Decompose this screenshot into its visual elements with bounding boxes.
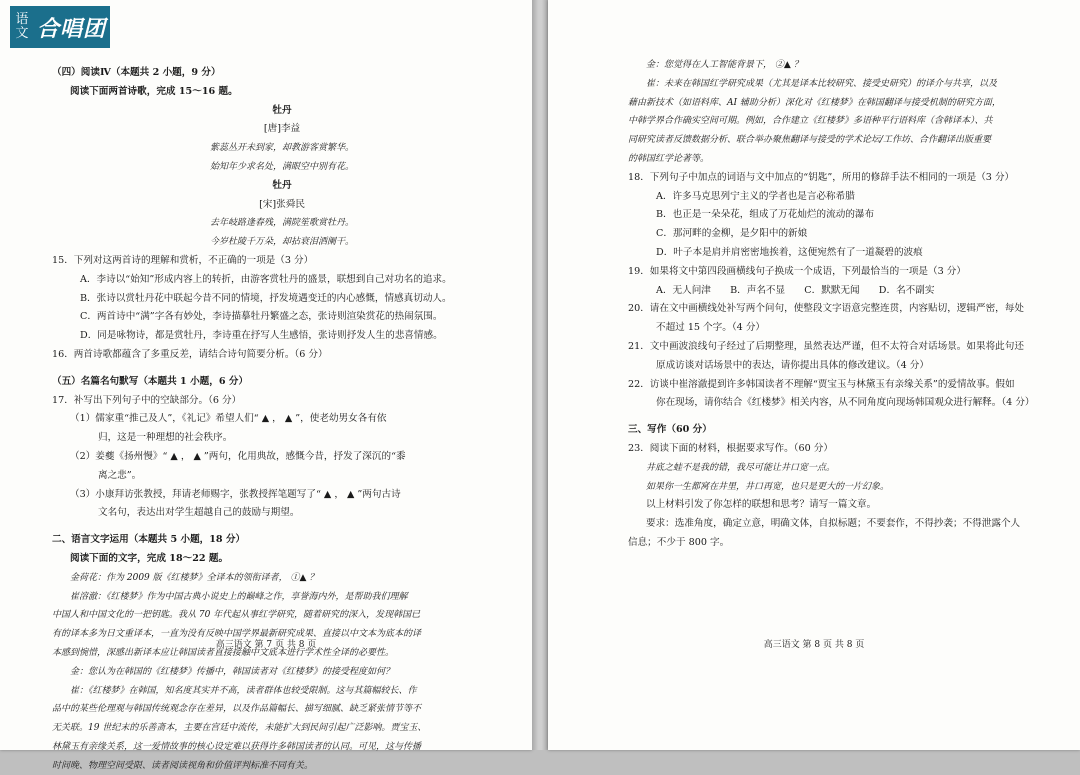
question-17: 17．补写出下列句子中的空缺部分。（6 分） [52,394,242,406]
question-15: 15．下列对这两首诗的理解和赏析，不正确的一项是（3 分） [52,254,314,266]
interview-line: 时间晚、物理空间受限、读者阅读视角和价值评判标准不同有关。 [52,760,314,771]
sub-question-cont: 离之悲”。 [98,469,142,481]
question-cont: 你在现场，请你结合《红楼梦》相关内容，从不同角度向现场韩国观众进行解释。（4 分） [656,397,1035,409]
material-line: 如果你一生都窝在井里，井口再宽，也只是更大的一片幻象。 [646,481,890,492]
page7-content [52,64,512,775]
interview-line: 林黛玉有亲缘关系，这一爱情故事的核心设定难以获得许多韩国读者的认同。可见，这与传播 [52,741,422,752]
interview-line: 崔：《红楼梦》在韩国，知名度其实并不高，读者群体也较受限制。这与其篇幅较长、作 [70,685,417,696]
poem-line: 今岁杜陵千万朵，却拈衰泪洒阑干。 [209,237,354,248]
option: B．也正是一朵朵花，组成了万花灿烂的流动的瀑布 [656,209,875,221]
instruction: 阅读下面的文字，完成 18～22 题。 [70,552,229,564]
interview-line: 藉由新技术（如语料库、AI 辅助分析）深化对《红楼梦》在韩国翻译与接受机制的研究方面， [628,97,1001,108]
question-21: 21．文中画波浪线句子经过了后期整理，虽然表达严谨，但不太符合对话场景。如果将此句还 [628,340,1024,352]
interview-line: 中韩学界合作确实空间可期。例如，合作建立《红楼梦》多语种平行语料库（含韩译本）、共 [628,116,993,127]
sub-question-cont: 文名句，表达出对学生超越自己的鼓励与期望。 [98,507,300,519]
option: C．那河畔的金柳，是夕阳中的新娘 [656,228,808,240]
poem-title: 牡丹 [272,104,292,116]
sub-question: （1）儒家重“推己及人”，《礼记》希望人们“ ▲ ， ▲ ”，使老幼男女各有依 [70,413,387,425]
option: C．两首诗中“满”字各有妙处，李诗描摹牡丹繁盛之态，张诗则渲染赏花的热闹氛围。 [80,311,443,323]
option: A．李诗以“始知”形成内容上的转折，由游客赏牡丹的盛景，联想到自己对功名的追求。 [80,273,452,285]
prompt-line: 以上材料引发了你怎样的联想和思考？请写一篇文章。 [646,499,877,511]
material-line: 井底之蛙不是我的错，我尽可能让井口宽一点。 [646,462,836,473]
option: D．同是咏物诗，都是赏牡丹，李诗重在抒写人生感悟，张诗则抒发人生的悲喜情感。 [80,330,443,342]
interview-line: 金：您认为在韩国的《红楼梦》传播中，韩国读者对《红楼梦》的接受程度如何？ [70,666,395,677]
sub-question-cont: 归，这是一种理想的社会秩序。 [98,432,233,444]
poem-line: 紫蕊丛开未到家，却教游客赏繁华。 [209,143,354,154]
interview-line: 同研究读者反馈数据分析、联合举办聚焦翻译与接受的学术论坛/工作坊、合作翻译出版重要 [628,135,992,146]
poem-title: 牡丹 [272,179,292,191]
poem-author: [宋]张舜民 [259,198,305,210]
interview-line: 崔溶澈：《红楼梦》作为中国古典小说史上的巅峰之作，享誉海内外，是帮助我们理解 [70,591,408,602]
requirement-line: 要求：选准角度，确定立意，明确文体，自拟标题；不要套作，不得抄袭；不得泄露个人 [646,518,1021,530]
requirement-line: 信息；不少于 800 字。 [628,536,730,548]
exam-page-8 [548,0,1080,750]
question-cont: 原成访谈对话场景中的表达，请你提出具体的修改建议。（4 分） [656,359,929,371]
section-heading: （五）名篇名句默写（本题共 1 小题，6 分） [52,375,249,387]
interview-line: 崔：未来在韩国红学研究成果（尤其是译本比较研究、接受史研究）的译介与共享，以及 [646,78,998,89]
interview-line: 无关联。19 世纪末的乐善斋本，主要在宫廷中流传，未能扩大到民间引起广泛影响。贾宝玉、 [52,723,427,734]
page-footer: 高三语文 第 8 页 共 8 页 [763,640,865,650]
question-cont: 不超过 15 个字。（4 分） [656,322,766,334]
sub-question: （2）姜夔《扬州慢》“ ▲ ， ▲ ”两句，化用典故，感慨今昔，抒发了深沉的“黍 [70,450,406,462]
logo-small-text: 语文 [15,12,29,41]
section-heading: 二、语言文字运用（本题共 5 小题，18 分） [52,534,246,546]
logo-name: 合唱团 [37,15,107,42]
interview-line: 品中的某些伦理观与韩国传统观念存在差异，以及作品篇幅长、描写细腻、缺乏紧张情节等不 [52,704,422,715]
section-heading: （四）阅读Ⅳ（本题共 2 小题，9 分） [52,67,221,78]
logo [10,6,110,48]
interview-line: 的韩国红学论著等。 [628,153,710,164]
page-gutter [532,0,548,750]
interview-line: 有的译本多为日文重译本，一直为没有反映中国学界最新研究成果、直接以中文本为底本的译 [52,629,422,640]
option-row: A．无人问津 B．声名不显 C．默默无闻 D．名不副实 [656,284,935,296]
page8-content [628,56,1035,553]
page-footer: 高三语文 第 7 页 共 8 页 [215,640,317,650]
question-20: 20．请在文中画横线处补写两个问句，使整段文字语意完整连贯，内容贴切，逻辑严密，每处 [628,303,1024,315]
interview-line: 中国人和中国文化的一把钥匙。我从 70 年代起从事红学研究，随着研究的深入，发现韩国已 [52,610,421,621]
poem-author: [唐]李益 [263,123,301,135]
question-18: 18．下列句子中加点的词语与文中加点的“钥匙”，所用的修辞手法不相同的一项是（3 分） [628,171,1015,183]
option: D．叶子本是肩并肩密密地挨着，这便宛然有了一道凝碧的波痕 [656,246,923,258]
option: B．张诗以赏牡丹花中联起今昔不同的情境，抒发境遇变迁的内心感慨，情感真切动人。 [80,292,452,304]
exam-page-7 [0,0,532,771]
poem-line: 始知年少求名处，满眼空中别有花。 [209,161,354,172]
option: A．许多马克思列宁主义的学者也是言必称希腊 [656,190,855,202]
question-16: 16．两首诗歌都蕴含了多重反差，请结合诗句简要分析。（6 分） [52,348,328,360]
question-22: 22．访谈中崔溶澈提到许多韩国读者不理解“贾宝玉与林黛玉有亲缘关系”的爱情故事。假如 [628,378,1015,390]
question-23: 23．阅读下面的材料，根据要求写作。（60 分） [628,442,833,454]
interview-line: 金：您觉得在人工智能背景下， ②▲ ？ [646,60,803,70]
section-heading: 三、写作（60 分） [628,424,712,436]
question-19: 19．如果将文中第四段画横线句子换成一个成语，下列最恰当的一项是（3 分） [628,265,966,277]
poem-line: 去年岐路逢春残，满院笙歌赏牡丹。 [209,218,354,229]
sub-question: （3）小康拜访张教授，拜请老师赐字，张教授挥笔题写了“ ▲ ， ▲ ”两句古诗 [70,488,401,500]
interview-line: 本感到惋惜，深感出新译本应让韩国读者直接接触中文底本进行学术性全译的必要性。 [52,647,395,658]
interview-line: 金荷花：作为 2009 版《红楼梦》全译本的领衔译者， ①▲ ？ [70,572,319,583]
instruction: 阅读下面两首诗歌，完成 15～16 题。 [70,85,238,97]
